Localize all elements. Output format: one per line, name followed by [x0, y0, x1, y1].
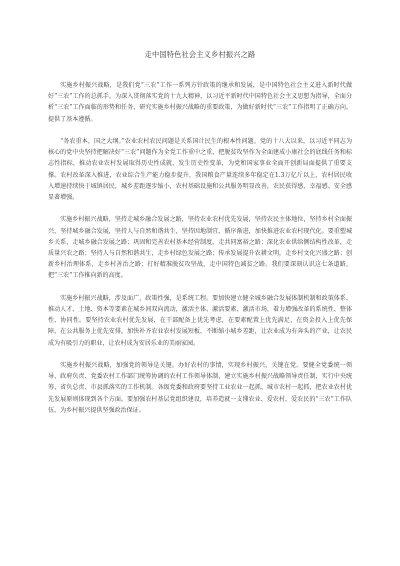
body-paragraph-4: 实施乡村振兴战略，涉及面广，政策性强，是系统工程。要加快建立健全城乡融合发展体制机制和政策体系，推动人才、土地、资本等要素在城乡间双向流动，激活主体、激活要素、激活市场，着力增强改革的系统性、整体性、协同性。要坚持农业农村优先发展，在干部配备上优先考虑，在要素配置上优先满足，在资金投入上优先保障，在公共服务上优先安排，加快补齐农业农村发展短板，不断缩小城乡差距，让农业成为有奔头的产业，让农民成为有吸引力的职业，让农村成为安居乐业的美丽家园。 — [48, 294, 352, 347]
document-title: 走中国特色社会主义乡村振兴之路 — [144, 50, 256, 59]
body-paragraph-5: 实施乡村振兴战略，加强党的领导是关键。办好农村的事情，实现乡村振兴，关键在党。要健全党委统一领导、政府负责、党委农村工作部门统筹协调的农村工作领导体制，建立实施乡村振兴战略领导责任制，实行中央统筹、省负总责、市县抓落实的工作机制。各级党委和政府要坚持工业农业一起抓、城市农村一起抓，把农业农村优先发展原则体现到各个方面。要加强农村基层党组织建设，培养造就一支懂农业、爱农村、爱农民的“三农”工作队伍，为乡村振兴提供坚强政治保证。 — [48, 362, 352, 414]
body-paragraph-2: “务农重本，国之大纲。”农业农村农民问题是关系国计民生的根本性问题。党的十八大以来，以习近平同志为核心的党中央坚持把解决好“三农”问题作为全党工作重中之重，把脱贫攻坚作为全面建成小康社会的底线任务和标志性指标，推动农业农村发展取得历史性成就、发生历史性变革，为党和国家事业全面开创新局面提供了重要支撑。农村改革深入推进，农业综合生产能力稳步提升，我国粮食产量连续多年稳定在1.3万亿斤以上，农村居民收入增速持续快于城镇居民，城乡差距逐步缩小，农村基础设施和公共服务明显改善，农民获得感、幸福感、安全感显著增强。 — [48, 138, 352, 202]
body-paragraph-3: 实施乡村振兴战略，坚持走城乡融合发展之路，坚持农业农村优先发展，坚持农民主体地位，坚持乡村全面振兴，坚持城乡融合发展，坚持人与自然和谐共生，坚持因地制宜、循序渐进，加快推进农业农村现代化。要重塑城乡关系，走城乡融合发展之路；巩固和完善农村基本经营制度，走共同富裕之路；深化农业供给侧结构性改革，走质量兴农之路；坚持人与自然和谐共生，走乡村绿色发展之路；传承发展提升农耕文明，走乡村文化兴盛之路；创新乡村治理体系，走乡村善治之路；打好精准脱贫攻坚战，走中国特色减贫之路。我们要深刻认识这七条道路，把“三农”工作推向新的高度。 — [48, 216, 352, 280]
body-paragraph-1: 实施乡村振兴战略，是我们党“三农”工作一系列方针政策的继承和发展，是中国特色社会主义进入新时代做好“三农”工作的总抓手。为深入贯彻落实党的十九大精神，以习近平新时代中国特色社会主义思想为指导，全面分析“三农”工作面临的形势和任务，研究实施乡村振兴战略的重要政策，为做好新时代“三农”工作指明了正确方向，提供了基本遵循。 — [48, 82, 352, 123]
